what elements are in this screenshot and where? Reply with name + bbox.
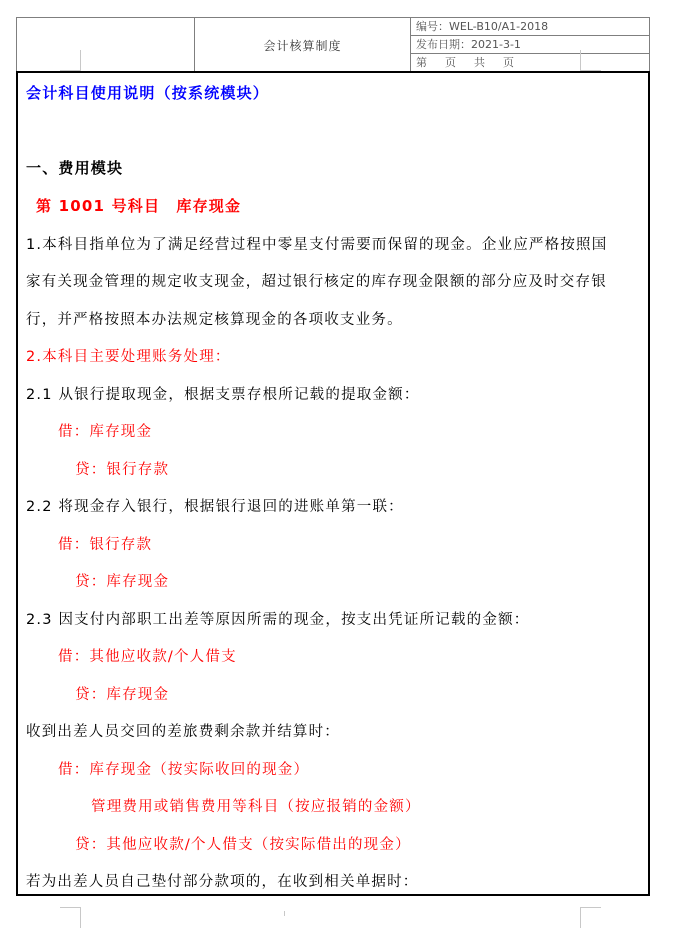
credit-entry: 贷：库存现金: [75, 687, 170, 703]
crop-mark-top-left: [60, 50, 81, 71]
issue-date: 发布日期：2021-3-1: [411, 36, 650, 54]
page-label-di: 第: [416, 56, 427, 69]
debit-entry: 借：库存现金: [58, 424, 153, 440]
entry-description: 若为出差人员自己垫付部分款项的，在收到相关单据时：: [26, 874, 419, 890]
document-system-title: 会计核算制度: [195, 18, 411, 73]
header-meta-cell: [411, 18, 650, 73]
paragraph-line: 行，并严格按照本办法规定核算现金的各项收支业务。: [26, 312, 403, 328]
crop-mark-top-right: [580, 50, 601, 71]
entry-description: 2.3 因支付内部职工出差等原因所需的现金，按支出凭证所记载的金额：: [26, 612, 530, 628]
page-label-gong: 共: [474, 56, 485, 69]
credit-entry: 贷：银行存款: [75, 462, 170, 478]
credit-entry: 贷：其他应收款/个人借支（按实际借出的现金）: [75, 837, 411, 853]
credit-entry: 贷：库存现金: [75, 574, 170, 590]
document-body: [16, 71, 650, 896]
crop-mark-bottom-right: [580, 907, 601, 928]
paragraph-line: 1.本科目指单位为了满足经营过程中零星支付需要而保留的现金。企业应严格按照国: [26, 237, 608, 253]
doc-number: 编号：WEL-B10/A1-2018: [411, 18, 650, 36]
debit-entry: 借：银行存款: [58, 537, 153, 553]
crop-mark-bottom-left: [60, 907, 81, 928]
page-label-ye: 页: [445, 56, 456, 69]
subsection-heading: 2.本科目主要处理账务处理：: [26, 349, 231, 365]
entry-description: 收到出差人员交回的差旅费剩余款并结算时：: [26, 724, 340, 740]
debit-entry: 借：库存现金（按实际收回的现金）: [58, 762, 310, 778]
debit-entry-continued: 管理费用或销售费用等科目（按应报销的金额）: [91, 799, 421, 815]
debit-entry: 借：其他应收款/个人借支: [58, 649, 237, 665]
paragraph-line: 家有关现金管理的规定收支现金，超过银行核定的库存现金限额的部分应及时交存银: [26, 274, 607, 290]
account-heading: 第 1001 号科目 库存现金: [36, 197, 242, 215]
entry-description: 2.2 将现金存入银行，根据银行退回的进账单第一联：: [26, 499, 404, 515]
section-heading: 一、费用模块: [26, 159, 124, 177]
header-logo-cell: [17, 18, 195, 73]
crop-mark-bottom-center: [284, 911, 285, 916]
document-header-table: [16, 17, 650, 72]
document-title: 会计科目使用说明（按系统模块）: [26, 84, 270, 102]
page-label-ye2: 页: [503, 56, 514, 69]
entry-description: 2.1 从银行提取现金，根据支票存根所记载的提取金额：: [26, 387, 420, 403]
